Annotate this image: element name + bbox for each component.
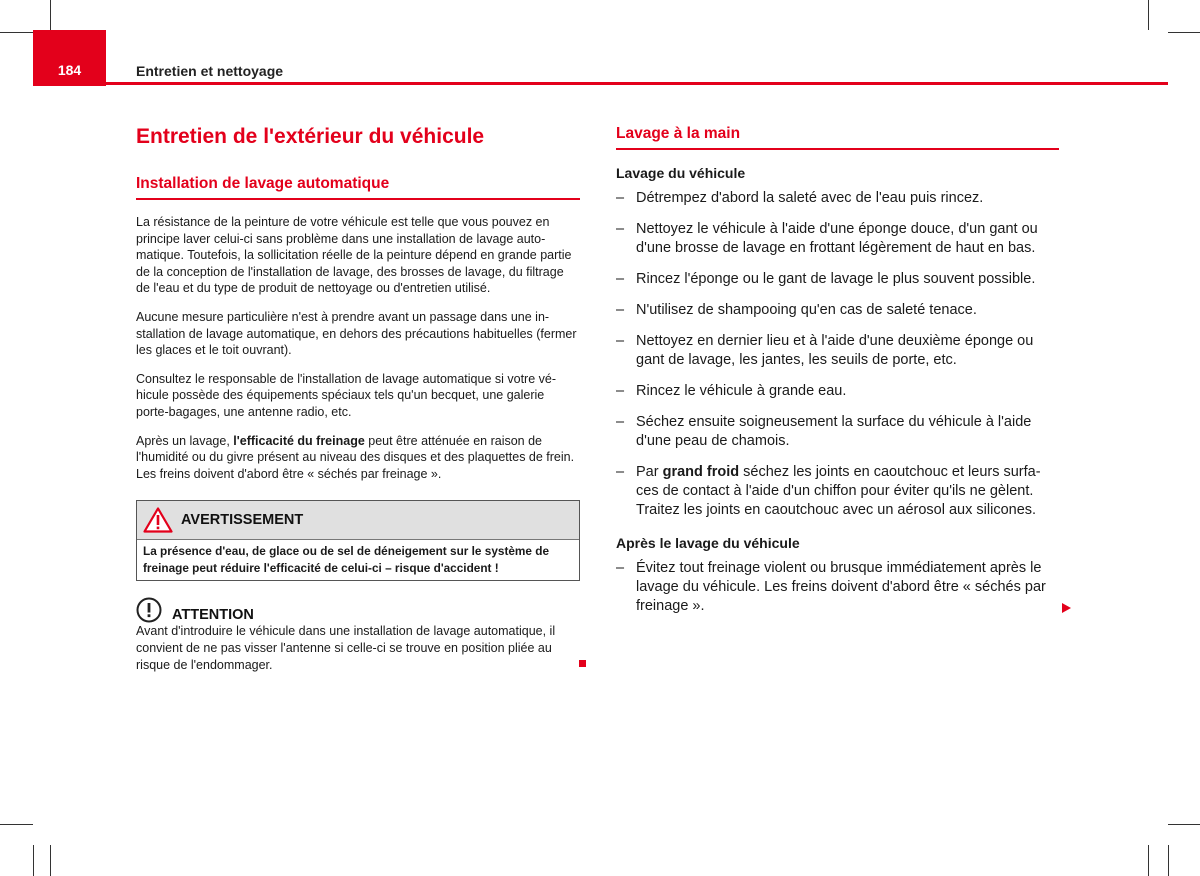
page-number: 184 bbox=[57, 62, 82, 78]
section-end-marker bbox=[579, 660, 586, 667]
crop-mark bbox=[1148, 845, 1149, 876]
list-item bbox=[616, 413, 1059, 451]
warning-triangle-icon bbox=[143, 507, 173, 533]
dash-bullet: – bbox=[616, 190, 625, 206]
text-run: peut être atténuée en raison de l'humidité ou du givre présent au niveau des disques et des plaquettes de frein. Les freins doivent d'abord être « séchés par freinage ». bbox=[136, 433, 575, 481]
crop-mark bbox=[0, 32, 33, 33]
bold-text: l'efficacité du freinage bbox=[233, 433, 365, 448]
paragraph: Consultez le responsable de l'installation de lavage automatique si votre vé-hicule possède des équipements spéciaux tels qu'un becquet, une galerie porte-bagages, une antenne radio, etc. bbox=[136, 371, 556, 419]
crop-mark bbox=[1168, 845, 1169, 876]
list-item-text: Évitez tout freinage violent ou brusque immédiatement après le lavage du véhicule. Les freins doivent d'abord être « séchés par freinage ». bbox=[636, 560, 1046, 614]
list-item-text bbox=[636, 463, 1059, 520]
list-item bbox=[616, 463, 1059, 520]
right-column bbox=[616, 124, 1059, 616]
list-item bbox=[616, 382, 1059, 401]
crop-mark bbox=[50, 845, 51, 876]
subheading-vehicle-wash: Lavage du véhicule bbox=[616, 165, 746, 181]
list-item-text: Séchez ensuite soigneusement la surface du véhicule à l'aide d'une peau de chamois. bbox=[636, 414, 1032, 449]
list-item-text: Nettoyez le véhicule à l'aide d'une éponge douce, d'un gant ou d'une brosse de lavage en frottant légèrement de haut en bas. bbox=[636, 221, 1038, 256]
crop-mark bbox=[50, 0, 51, 30]
attention-title: ATTENTION bbox=[172, 607, 254, 624]
running-header: Entretien et nettoyage bbox=[136, 63, 284, 79]
dash-bullet: – bbox=[616, 333, 625, 349]
crop-mark bbox=[1168, 32, 1200, 33]
header-rule bbox=[106, 82, 1168, 85]
warning-box bbox=[136, 500, 580, 581]
bold-text: grand froid bbox=[662, 464, 740, 480]
paragraph: Aucune mesure particulière n'est à prendre avant un passage dans une in-stallation de lavage automatique, en dehors des précautions habituelles (fermer les glaces et le toit ouvrant). bbox=[136, 309, 577, 358]
list-item bbox=[616, 189, 1059, 208]
dash-bullet: – bbox=[616, 383, 625, 399]
text-run: Après un lavage, bbox=[136, 433, 234, 448]
continue-arrow-icon bbox=[1062, 603, 1071, 613]
list-item-text: Rincez le véhicule à grande eau. bbox=[636, 383, 847, 399]
crop-mark bbox=[1168, 824, 1200, 825]
subheading-after-wash: Après le lavage du véhicule bbox=[616, 535, 800, 551]
list-item-text: Nettoyez en dernier lieu et à l'aide d'une deuxième éponge ou gant de lavage, les jantes, les seuils de porte, etc. bbox=[636, 333, 1034, 368]
text-run: séchez les joints en caoutchouc et leurs surfa-ces de contact à l'aide d'un chiffon pour éviter qu'ils ne gèlent. Traitez les joints en caoutchouc avec un aérosol aux silicones. bbox=[636, 464, 1041, 518]
dash-bullet: – bbox=[616, 271, 625, 287]
section-title-hand-wash: Lavage à la main bbox=[616, 124, 1059, 150]
section-title-automatic-wash: Installation de lavage automatique bbox=[136, 174, 580, 200]
list-item bbox=[616, 332, 1059, 370]
paragraph: La résistance de la peinture de votre véhicule est telle que vous pouvez en principe laver celui-ci sans problème dans une installation de lavage auto-matique. Toutefois, la sollicitation réelle de la peinture dépend en grande partie de la conception de l'installation de lavage, des brosses de lavage, du filtrage de l'eau et du type de produit de nettoyage ou d'entretien utilisé. bbox=[136, 215, 572, 296]
list-item bbox=[616, 559, 1059, 616]
dash-bullet: – bbox=[616, 221, 625, 237]
list-item bbox=[616, 220, 1059, 258]
left-column bbox=[136, 122, 580, 673]
list-item bbox=[616, 270, 1059, 289]
list-item-text: N'utilisez de shampooing qu'en cas de saleté tenace. bbox=[636, 302, 977, 318]
list-item bbox=[616, 301, 1059, 320]
dash-bullet: – bbox=[616, 414, 625, 430]
list-item-text: Détrempez d'abord la saleté avec de l'eau puis rincez. bbox=[636, 190, 984, 206]
crop-mark bbox=[33, 845, 34, 876]
dash-bullet: – bbox=[616, 560, 625, 576]
warning-header bbox=[137, 501, 579, 540]
crop-mark bbox=[1148, 0, 1149, 30]
attention-header bbox=[136, 599, 580, 623]
chapter-title: Entretien de l'extérieur du véhicule bbox=[136, 125, 485, 148]
attention-text: Avant d'introduire le véhicule dans une installation de lavage automatique, il convient de ne pas visser l'antenne si celle-ci se trouve en position pliée au risque de l'endommager. bbox=[136, 624, 556, 672]
list-item-text: Rincez l'éponge ou le gant de lavage le plus souvent possible. bbox=[636, 271, 1036, 287]
page-number-tab bbox=[33, 30, 106, 86]
text-run: Par bbox=[636, 464, 663, 480]
dash-bullet: – bbox=[616, 464, 625, 480]
exclamation-circle-icon bbox=[136, 597, 162, 623]
warning-text: La présence d'eau, de glace ou de sel de déneigement sur le système de freinage peut réduire l'efficacité de celui-ci – risque d'accident ! bbox=[143, 544, 550, 575]
dash-bullet: – bbox=[616, 302, 625, 318]
warning-title: AVERTISSEMENT bbox=[181, 512, 304, 529]
crop-mark bbox=[0, 824, 33, 825]
paragraph-braking bbox=[136, 433, 580, 483]
